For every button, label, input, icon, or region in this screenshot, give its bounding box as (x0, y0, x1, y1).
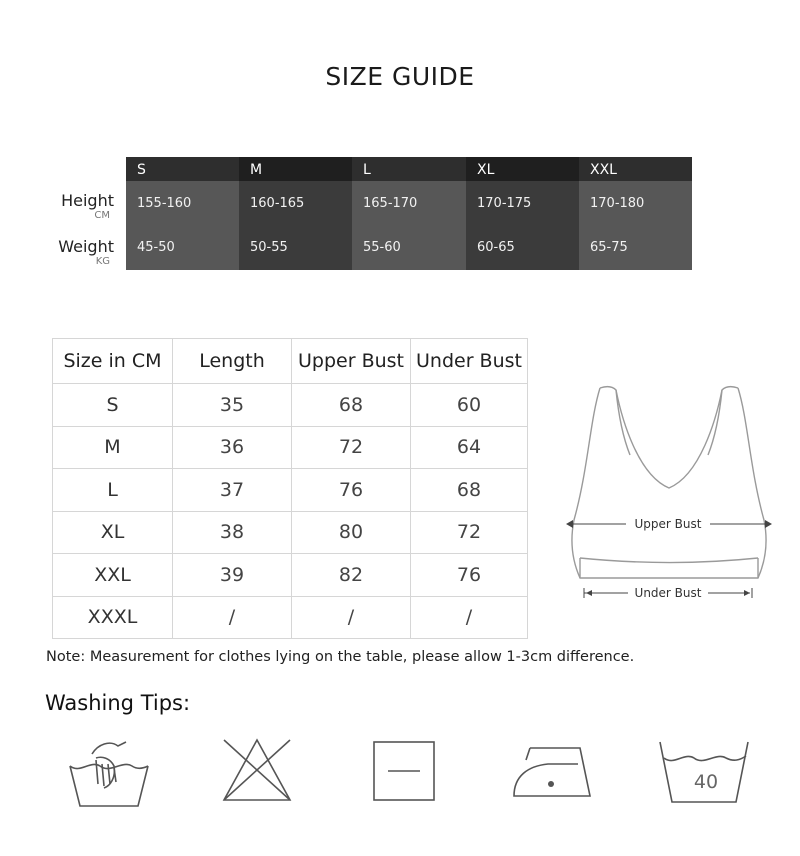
size-header: L (352, 157, 466, 181)
height-value: 155-160 (137, 196, 192, 211)
table-cell: XL (53, 511, 173, 554)
size-header: XXL (579, 157, 692, 181)
table-cell: XXL (53, 554, 173, 597)
weight-value: 55-60 (363, 240, 401, 255)
bra-measurement-diagram (560, 380, 780, 610)
table-row (53, 511, 528, 554)
table-cell: XXXL (53, 596, 173, 639)
weight-value: 60-65 (477, 240, 515, 255)
table-cell: 76 (292, 469, 411, 512)
weight-unit: KG (95, 256, 110, 267)
weight-row-label (4, 238, 114, 268)
upper-bust-arrow (566, 517, 772, 531)
table-row (53, 384, 528, 427)
under-bust-arrow (584, 586, 752, 600)
table-header-row (53, 339, 528, 384)
weight-value: 45-50 (137, 240, 175, 255)
size-column-m (239, 157, 352, 270)
weight-value: 50-55 (250, 240, 288, 255)
column-header: Size in CM (53, 339, 173, 384)
measurement-note: Note: Measurement for clothes lying on the table, please allow 1-3cm difference. (46, 649, 635, 665)
height-value: 160-165 (250, 196, 305, 211)
under-bust-label: Under Bust (634, 586, 702, 600)
size-header: S (126, 157, 239, 181)
washing-tips-title: Washing Tips: (45, 691, 191, 715)
table-cell: 76 (411, 554, 528, 597)
table-cell: 82 (292, 554, 411, 597)
table-cell: 72 (292, 426, 411, 469)
height-unit: CM (94, 210, 110, 221)
height-value: 170-175 (477, 196, 532, 211)
size-bar-table (126, 157, 692, 270)
table-row (53, 596, 528, 639)
table-cell: / (173, 596, 292, 639)
size-column-s (126, 157, 239, 270)
table-cell: 35 (173, 384, 292, 427)
wash-temperature: 40 (693, 771, 719, 793)
table-cell: / (411, 596, 528, 639)
table-cell: S (53, 384, 173, 427)
table-cell: M (53, 426, 173, 469)
table-cell: 36 (173, 426, 292, 469)
size-column-l (352, 157, 466, 270)
table-cell: 68 (292, 384, 411, 427)
table-cell: 64 (411, 426, 528, 469)
column-header: Length (173, 339, 292, 384)
hand-wash-icon (66, 734, 152, 810)
page-title: SIZE GUIDE (325, 62, 475, 91)
table-cell: 60 (411, 384, 528, 427)
upper-bust-label: Upper Bust (634, 517, 702, 531)
size-column-xl (466, 157, 579, 270)
measurement-table (52, 338, 528, 639)
iron-low-icon (508, 740, 598, 802)
column-header: Under Bust (411, 339, 528, 384)
height-row-label (4, 192, 114, 222)
bra-outline (572, 387, 766, 578)
column-header: Upper Bust (292, 339, 411, 384)
table-cell: 37 (173, 469, 292, 512)
height-value: 165-170 (363, 196, 418, 211)
size-column-xxl (579, 157, 692, 270)
height-value: 170-180 (590, 196, 645, 211)
table-cell: 68 (411, 469, 528, 512)
do-not-bleach-icon (218, 734, 296, 806)
iron-dot (548, 781, 554, 787)
table-cell: 80 (292, 511, 411, 554)
table-cell: L (53, 469, 173, 512)
table-row (53, 469, 528, 512)
wash-40-icon (656, 736, 752, 808)
dry-flat-icon (370, 738, 438, 804)
size-header: XL (466, 157, 579, 181)
table-cell: / (292, 596, 411, 639)
table-row (53, 426, 528, 469)
table-cell: 38 (173, 511, 292, 554)
height-label: Height (61, 191, 114, 210)
size-header: M (239, 157, 352, 181)
table-row (53, 554, 528, 597)
weight-value: 65-75 (590, 240, 628, 255)
weight-label: Weight (58, 237, 114, 256)
table-cell: 72 (411, 511, 528, 554)
table-cell: 39 (173, 554, 292, 597)
